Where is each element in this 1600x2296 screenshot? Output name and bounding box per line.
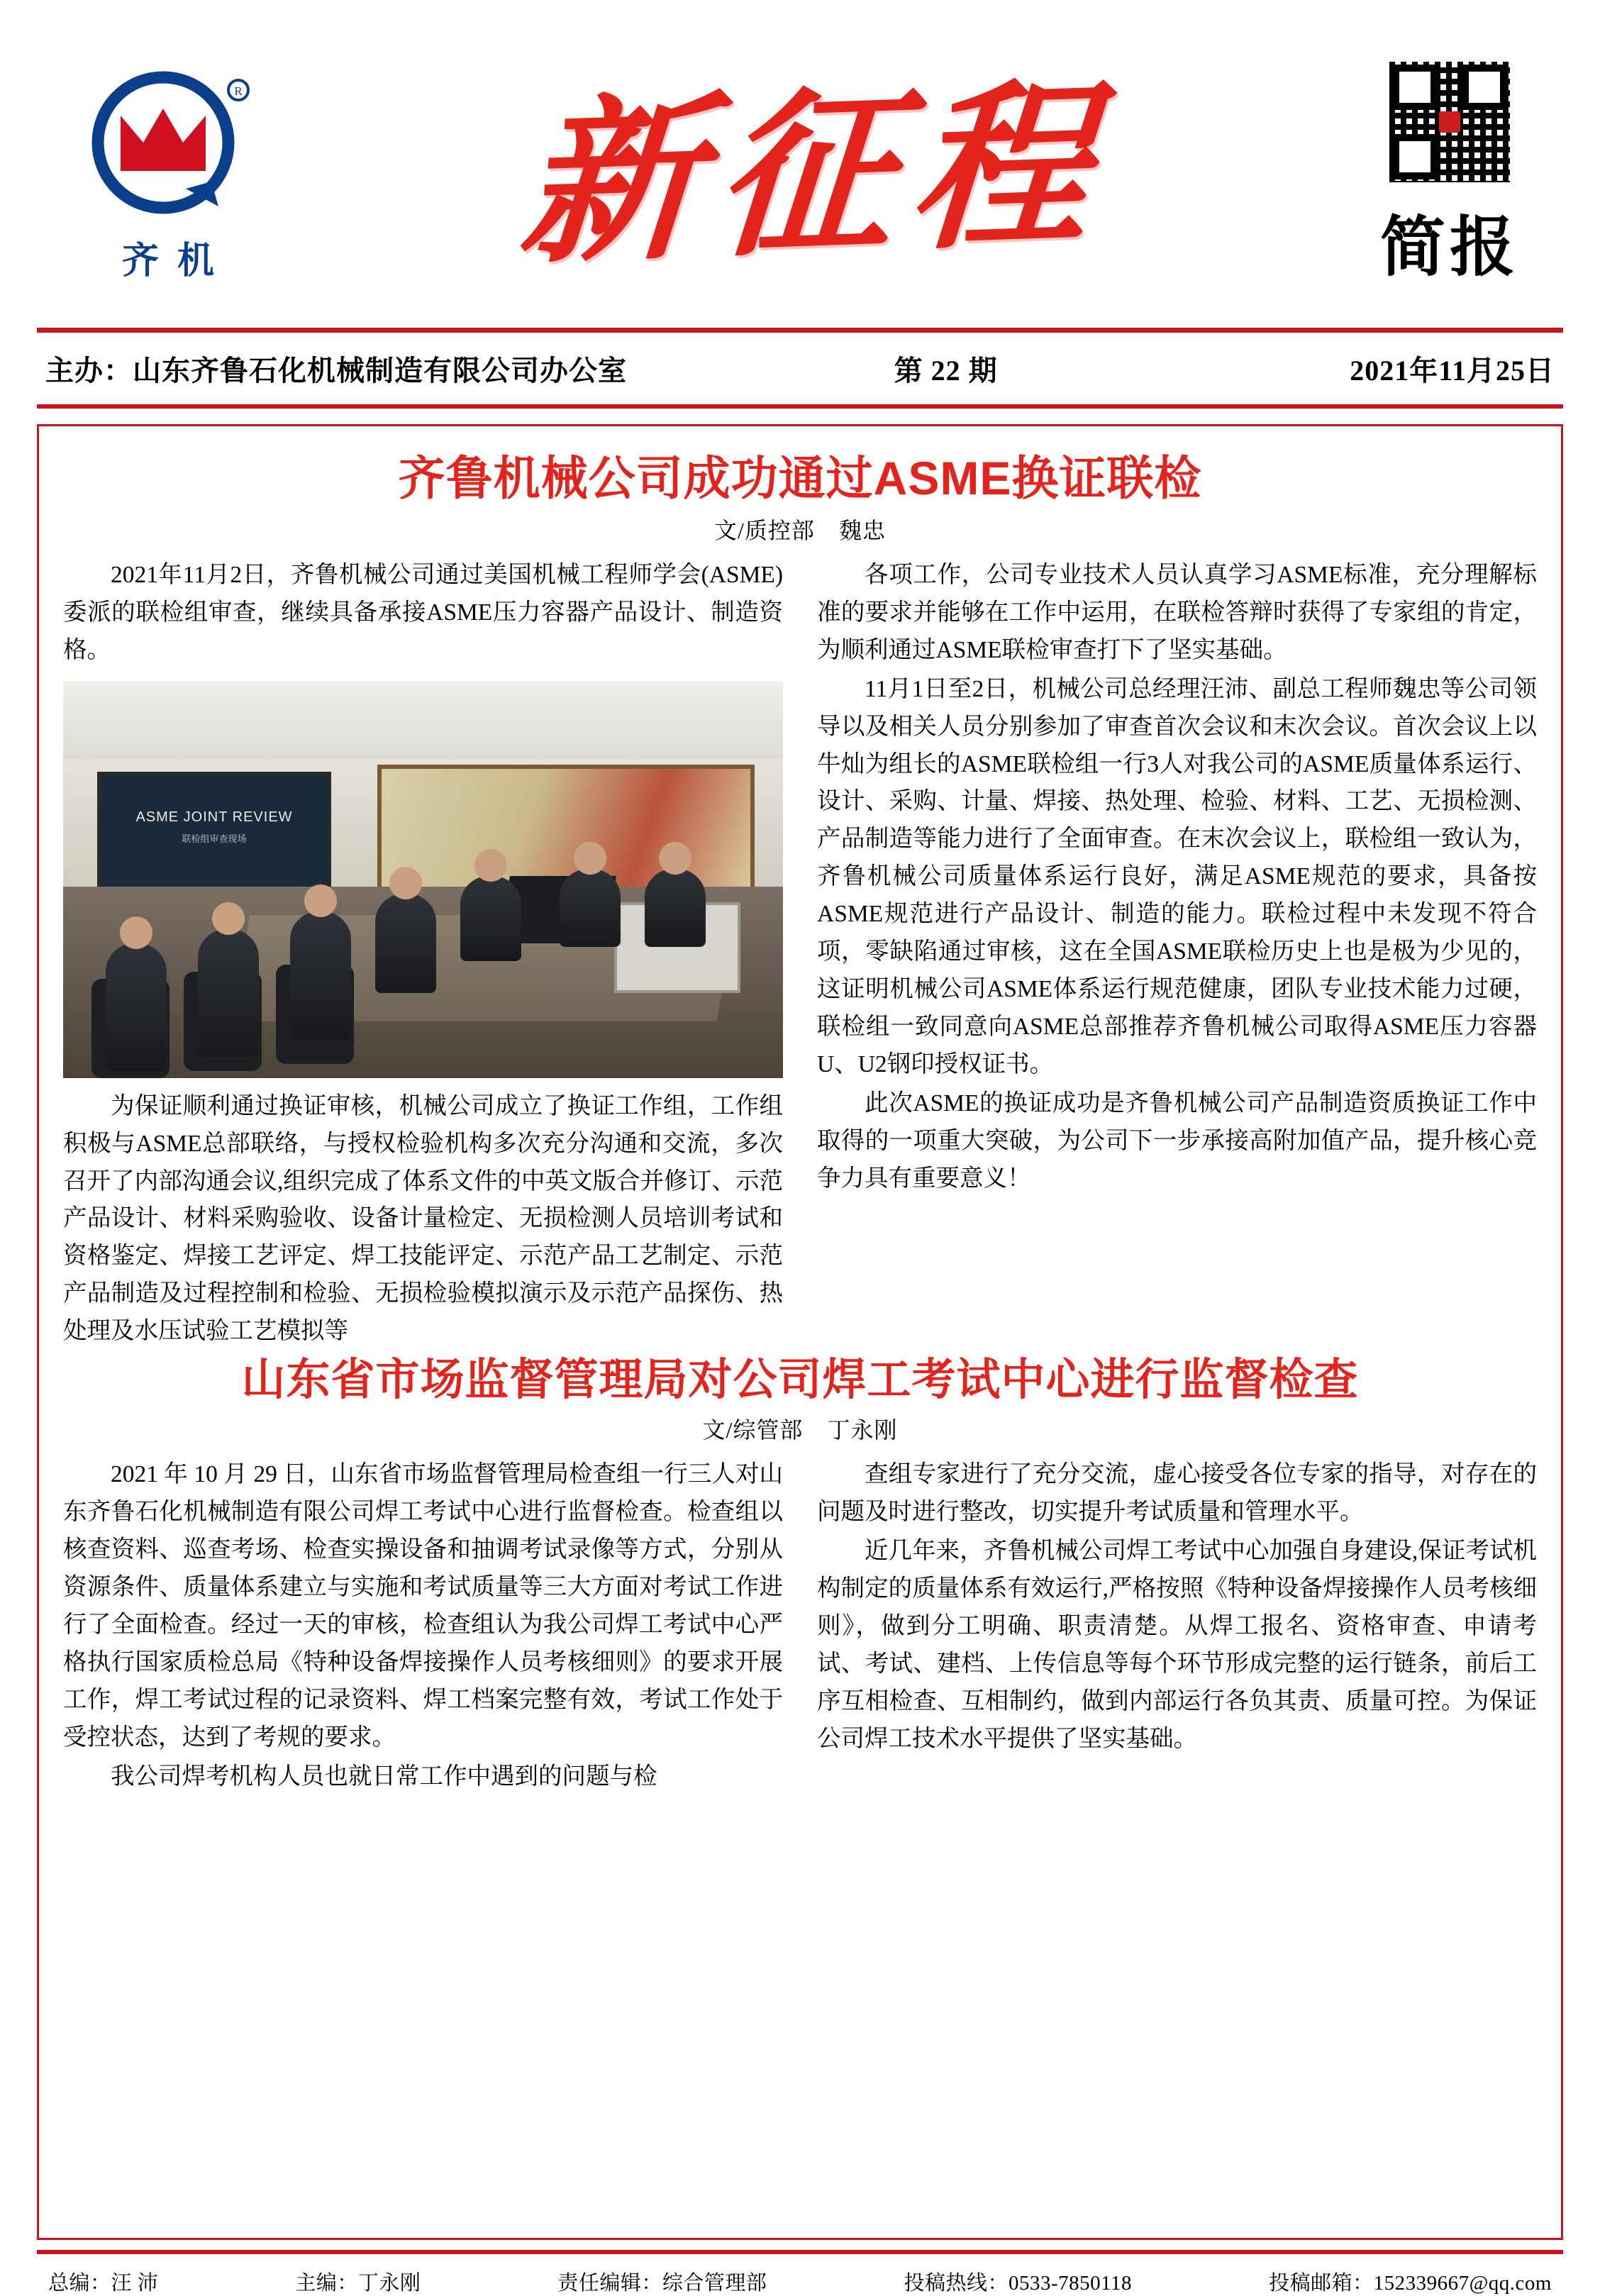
masthead <box>37 0 1563 326</box>
paragraph: 查组专家进行了充分交流，虚心接受各位专家的指导，对存在的问题及时进行整改，切实提升考试质量和管理水平。 <box>817 1461 1537 1526</box>
responsible-editor: 责任编辑：综合管理部 <box>557 2272 767 2295</box>
company-logo <box>51 65 285 284</box>
divider-top <box>37 328 1563 333</box>
paragraph: 此次ASME的换证成功是齐鲁机械公司产品制造资质换证工作中取得的一项重大突破，为公司下一步承接高附加值产品，提升核心竞争力具有重要意义！ <box>817 1089 1537 1192</box>
screen-title: ASME JOINT REVIEW <box>135 809 293 825</box>
article1-right-column <box>817 557 1537 1199</box>
host-organization: 主办：山东齐鲁石化机械制造有限公司办公室 <box>45 355 627 387</box>
article2-byline <box>63 1412 1537 1445</box>
article-asme <box>63 452 1537 1352</box>
footer-bar <box>37 2254 1563 2296</box>
paragraph: 2021年11月2日，齐鲁机械公司通过美国机械工程师学会(ASME)委派的联检组审查，继续具备承接ASME压力容器产品设计、制造资格。 <box>63 561 783 663</box>
wall-painting <box>377 765 755 894</box>
publish-date: 2021年11月25日 <box>1350 355 1555 387</box>
article2-left-column <box>63 1456 783 1797</box>
logo-mark-icon <box>79 65 257 235</box>
issue-number: 第 22 期 <box>894 355 998 387</box>
paragraph: 各项工作，公司专业技术人员认真学习ASME标准，充分理解标准的要求并能够在工作中运用，在联检答辩时获得了专家组的肯定，为顺利通过ASME联检审查打下了坚实基础。 <box>817 561 1537 663</box>
article2-headline: 山东省市场监督管理局对公司焊工考试中心进行监督检查 <box>241 1355 1359 1405</box>
paragraph: 我公司焊考机构人员也就日常工作中遇到的问题与检 <box>111 1763 657 1790</box>
article1-left-column <box>63 557 783 1352</box>
brief-label: 简报 <box>1379 211 1519 284</box>
article2-right-column <box>817 1456 1537 1759</box>
title-block <box>285 21 1343 326</box>
article2-columns <box>63 1456 1537 1797</box>
svg-text:R: R <box>234 84 243 98</box>
article1-byline <box>63 513 1537 545</box>
paragraph: 11月1日至2日，机械公司总经理汪沛、副总工程师魏忠等公司领导以及相关人员分别参加了审查首次会议和末次会议。首次会议上以牛灿为组长的ASME联检组一行3人对我公司的ASME质量体系运行、设计、采购、计量、焊接、热处理、检验、材料、工艺、无损检测、产品制造等能力进行了全面审查。在末次会议上，联检组一致认为，齐鲁机械公司质量体系运行良好，满足ASME规范的要求，具备按ASME规范进行产品设计、制造的能力。联检过程中未发现不符合项，零缺陷通过审核，这在全国ASME联检历史上也是极为少见的，这证明机械公司ASME体系运行规范健康，团队专业技术能力过硬，联检组一致同意向ASME总部推荐齐鲁机械公司取得ASME压力容器U、U2钢印授权证书。 <box>817 675 1537 1077</box>
paragraph: 为保证顺利通过换证审核，机械公司成立了换证工作组，工作组积极与ASME总部联络，与授权检验机构多次充分沟通和交流，多次召开了内部沟通会议,组织完成了体系文件的中英文版合并修订、示范产品设计、材料采购验收、设备计量检定、无损检测人员培训考试和资格鉴定、焊接工艺评定、焊工技能评定、示范产品工艺制定、示范产品制造及过程控制和检验、无损检验模拟演示及示范产品探伤、热处理及水压试验工艺模拟等 <box>63 1092 783 1345</box>
divider-under-info <box>37 404 1563 409</box>
submission-hotline: 投稿热线：0533-7850118 <box>904 2272 1133 2295</box>
logo-text: 齐机 <box>121 240 233 282</box>
paragraph: 2021 年 10 月 29 日，山东省市场监督管理局检查组一行三人对山东齐鲁石化机械制造有限公司焊工考试中心进行监督检查。检查组以核查资料、巡查考场、检查实操设备和抽调考试录像等方式，分别从资源条件、质量体系建立与实施和考试质量等三大方面对考试工作进行了全面检查。经过一天的审核，检查组认为我公司焊工考试中心严格执行国家质检总局《特种设备焊接操作人员考核细则》的要求开展工作，焊工考试过程的记录资料、焊工档案完整有效，考试工作处于受控状态，达到了考规的要求。 <box>63 1461 783 1751</box>
chief-editor: 主编：丁永刚 <box>295 2272 421 2295</box>
article1-photo <box>63 681 783 1078</box>
content-frame <box>37 424 1563 2240</box>
article1-columns <box>63 557 1537 1352</box>
article1-byline-dept: 文/质控部 <box>714 517 815 543</box>
article-welding-inspection <box>63 1355 1537 1797</box>
paragraph: 近几年来，齐鲁机械公司焊工考试中心加强自身建设,保证考试机构制定的质量体系有效运行,严格按照《特种设备焊接操作人员考核细则》，做到分工明确、职责清楚。从焊工报名、资格审查、申请考试、考试、建档、上传信息等每个环节形成完整的运行链条，前后工序互相检查、互相制约，做到内部运行各负其责、质量可控。为保证公司焊工技术水平提供了坚实基础。 <box>817 1538 1537 1752</box>
publication-title: 新征程 <box>514 59 1114 289</box>
article2-byline-author: 丁永刚 <box>827 1417 898 1443</box>
qr-code-icon[interactable] <box>1387 59 1513 185</box>
article1-headline: 齐鲁机械公司成功通过ASME换证联检 <box>398 452 1202 504</box>
article2-byline-dept: 文/综管部 <box>702 1417 804 1443</box>
article1-byline-author: 魏忠 <box>838 517 886 543</box>
screen-subtitle: 联检组审查现场 <box>182 833 247 844</box>
editor-in-chief: 总编：汪 沛 <box>48 2272 159 2295</box>
projection-screen <box>97 772 331 899</box>
info-bar <box>37 333 1563 404</box>
masthead-right <box>1343 59 1556 289</box>
submission-email: 投稿邮箱：152339667@qq.com <box>1269 2272 1552 2295</box>
